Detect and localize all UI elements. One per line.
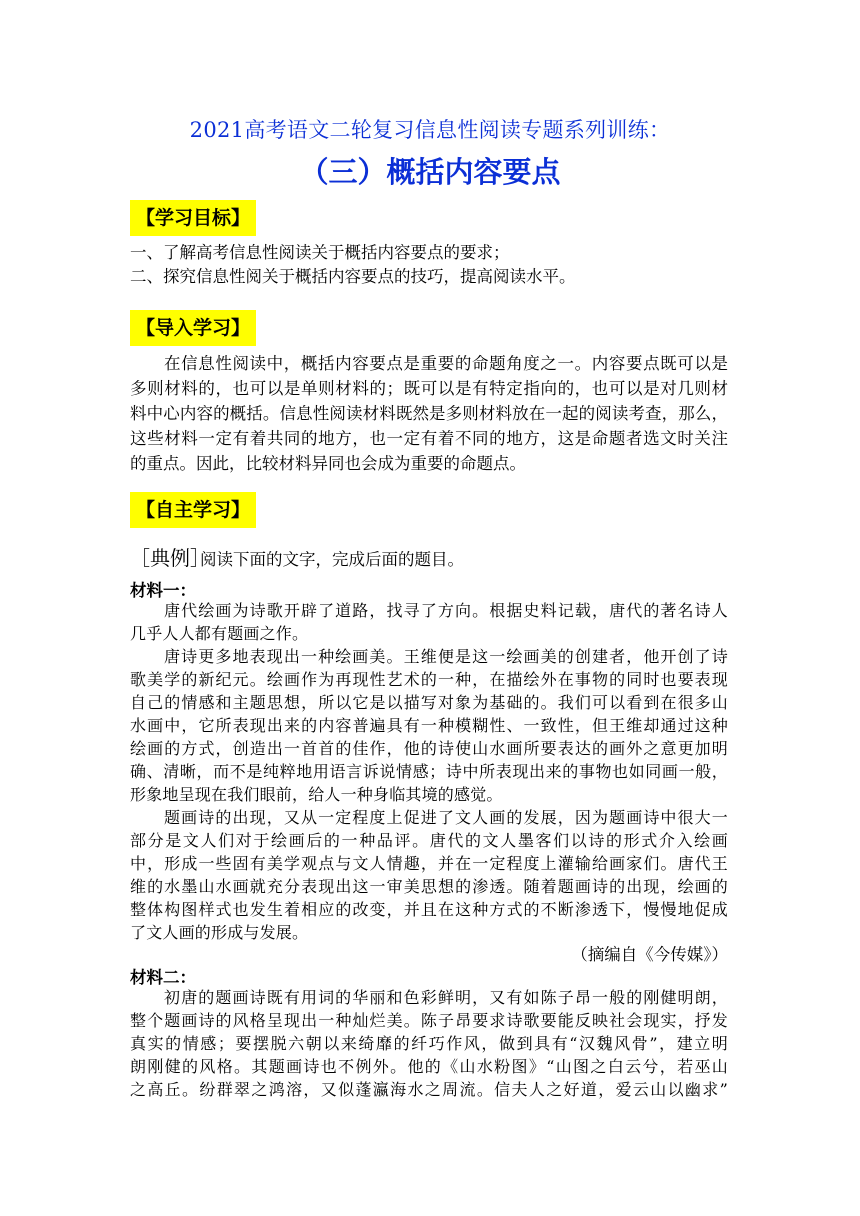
intro-line: 在信息性阅读中，概括内容要点是重要的命题角度之一。内容要点既可以是 [164,354,728,373]
intro-line: 多则材料的，也可以是单则材料的；既可以是有特定指向的，也可以是对几则材 [130,379,728,398]
section-heading-self-study: 【自主学习】 [130,492,256,528]
material-two-label: 材料二： [130,968,196,987]
material-one-line: 几乎人人都有题画之作。 [130,624,309,643]
material-one-line: 了文人画的形成与发展。 [130,923,309,942]
example-instruction: 阅读下面的文字，完成后面的题目。 [200,550,464,569]
material-one-line: 歌美学的新纪元。绘画作为再现性艺术的一种，在描绘外在事物的同时也要表现 [130,670,728,689]
material-one-line: 水画中，它所表现出来的内容普遍具有一种模糊性、一致性，但王维却通过这种 [130,716,728,735]
material-one-label: 材料一： [130,581,196,600]
material-one-line: 维的水墨山水画就充分表现出这一审美思想的渗透。随着题画诗的出现，绘画的 [130,877,728,896]
material-one-line: 形象地呈现在我们眼前，给人一种身临其境的感觉。 [130,785,503,804]
material-two-line: 之高丘。纷群翠之鸿溶，又似蓬瀛海水之周流。信夫人之好道，爱云山以幽求” [130,1080,728,1099]
example-label: ［典例］ [130,546,210,570]
goal-item: 二、探究信息性阅关于概括内容要点的技巧，提高阅读水平。 [130,267,576,286]
section-heading-intro: 【导入学习】 [130,310,256,346]
section-heading-goals: 【学习目标】 [130,200,256,236]
material-one-line: 自己的情感和主题思想，所以它是以描写对象为基础的。我们可以看到在很多山 [130,693,728,712]
material-one-line: 整体构图样式也发生着相应的改变，并且在这种方式的不断渗透下，慢慢地促成 [130,900,728,919]
material-one-source: （摘编自《今传媒》） [571,945,728,964]
material-one-line: 确、清晰，而不是纯粹地用语言诉说情感；诗中所表现出来的事物也如同画一般， [130,762,728,781]
goal-item: 一、了解高考信息性阅读关于概括内容要点的要求； [130,243,510,262]
material-one-line: 中，形成一些固有美学观点与文人情趣，并在一定程度上灌输给画家们。唐代王 [130,854,728,873]
material-one-line: 唐诗更多地表现出一种绘画美。王维便是这一绘画美的创建者，他开创了诗 [164,647,728,666]
intro-line: 的重点。因此，比较材料异同也会成为重要的命题点。 [130,454,526,473]
material-one-line: 部分是文人们对于绘画后的一种品评。唐代的文人墨客们以诗的形式介入绘画 [130,831,728,850]
material-two-line: 初唐的题画诗既有用词的华丽和色彩鲜明，又有如陈子昂一般的刚健明朗， [164,988,728,1007]
material-two-line: 朗刚健的风格。其题画诗也不例外。他的《山水粉图》“山图之白云兮，若巫山 [130,1057,728,1076]
intro-line: 这些材料一定有着共同的地方，也一定有着不同的地方，这是命题者选文时关注 [130,429,728,448]
material-one-line: 题画诗的出现，又从一定程度上促进了文人画的发展，因为题画诗中很大一 [164,808,728,827]
document-subtitle: （三）概括内容要点 [299,155,561,189]
document-title: 2021高考语文二轮复习信息性阅读专题系列训练： [189,118,671,142]
material-one-line: 绘画的方式，创造出一首首的佳作，他的诗使山水画所要表达的画外之意更加明 [130,739,728,758]
material-two-line: 真实的情感；要摆脱六朝以来绮靡的纤巧作风，做到具有“汉魏风骨”，建立明 [130,1034,728,1053]
material-two-line: 整个题画诗的风格呈现出一种灿烂美。陈子昂要求诗歌要能反映社会现实，抒发 [130,1011,728,1030]
material-one-line: 唐代绘画为诗歌开辟了道路，找寻了方向。根据史料记载，唐代的著名诗人 [164,601,728,620]
intro-line: 料中心内容的概括。信息性阅读材料既然是多则材料放在一起的阅读考查，那么， [130,404,728,423]
